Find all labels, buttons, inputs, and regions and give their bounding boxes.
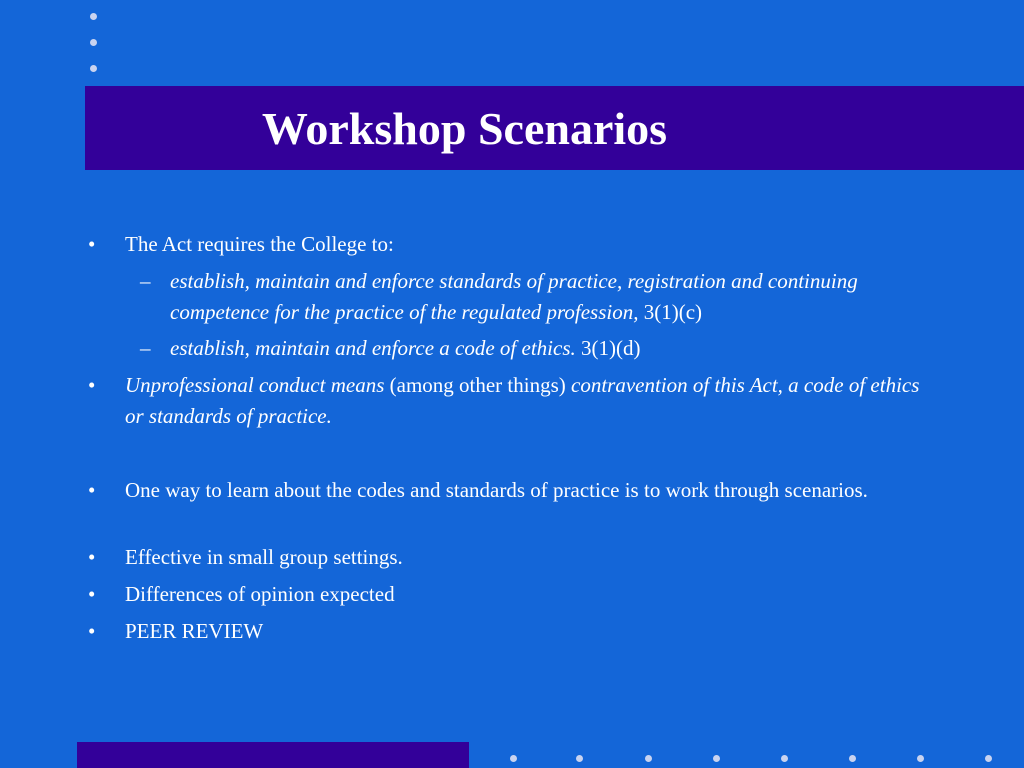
sub-bullet-item (170, 333, 960, 364)
bullet-marker: • (88, 545, 96, 569)
bullet-text: PEER REVIEW (125, 619, 264, 643)
bullet-text: Differences of opinion expected (125, 582, 395, 606)
bullet-italic-text: Unprofessional conduct means (125, 373, 385, 397)
bullet-marker: • (88, 232, 96, 256)
bullet-italic-text: contravention of this Act, a code of ethics or standards of practice. (125, 373, 920, 428)
sub-bullet-italic-text: establish, maintain and enforce standards of practice, registration and continuing competence for the practice of the regulated profession, (170, 269, 858, 324)
dash-marker: – (140, 336, 151, 360)
bullet-item (125, 616, 955, 647)
sub-bullet-item (170, 266, 960, 328)
bullet-item (125, 579, 955, 610)
bullet-text: The Act requires the College to: (125, 232, 394, 256)
bullet-marker: • (88, 478, 96, 502)
sub-bullet-citation: 3(1)(d) (575, 336, 641, 360)
bullet-text: One way to learn about the codes and standards of practice is to work through scenarios. (125, 478, 868, 502)
bullet-marker: • (88, 619, 96, 643)
bullet-item (125, 229, 955, 260)
dash-marker: – (140, 269, 151, 293)
bullet-item (125, 370, 935, 432)
bullet-marker: • (88, 582, 96, 606)
sub-bullet-citation: 3(1)(c) (638, 300, 703, 324)
bullet-text: (among other things) (384, 373, 572, 397)
sub-bullet-italic-text: establish, maintain and enforce a code of ethics. (170, 336, 576, 360)
bullet-item (125, 475, 955, 506)
bullet-marker: • (88, 373, 96, 397)
bullet-item (125, 542, 955, 573)
slide-title: Workshop Scenarios (261, 102, 668, 154)
bullet-text: Effective in small group settings. (125, 545, 403, 569)
